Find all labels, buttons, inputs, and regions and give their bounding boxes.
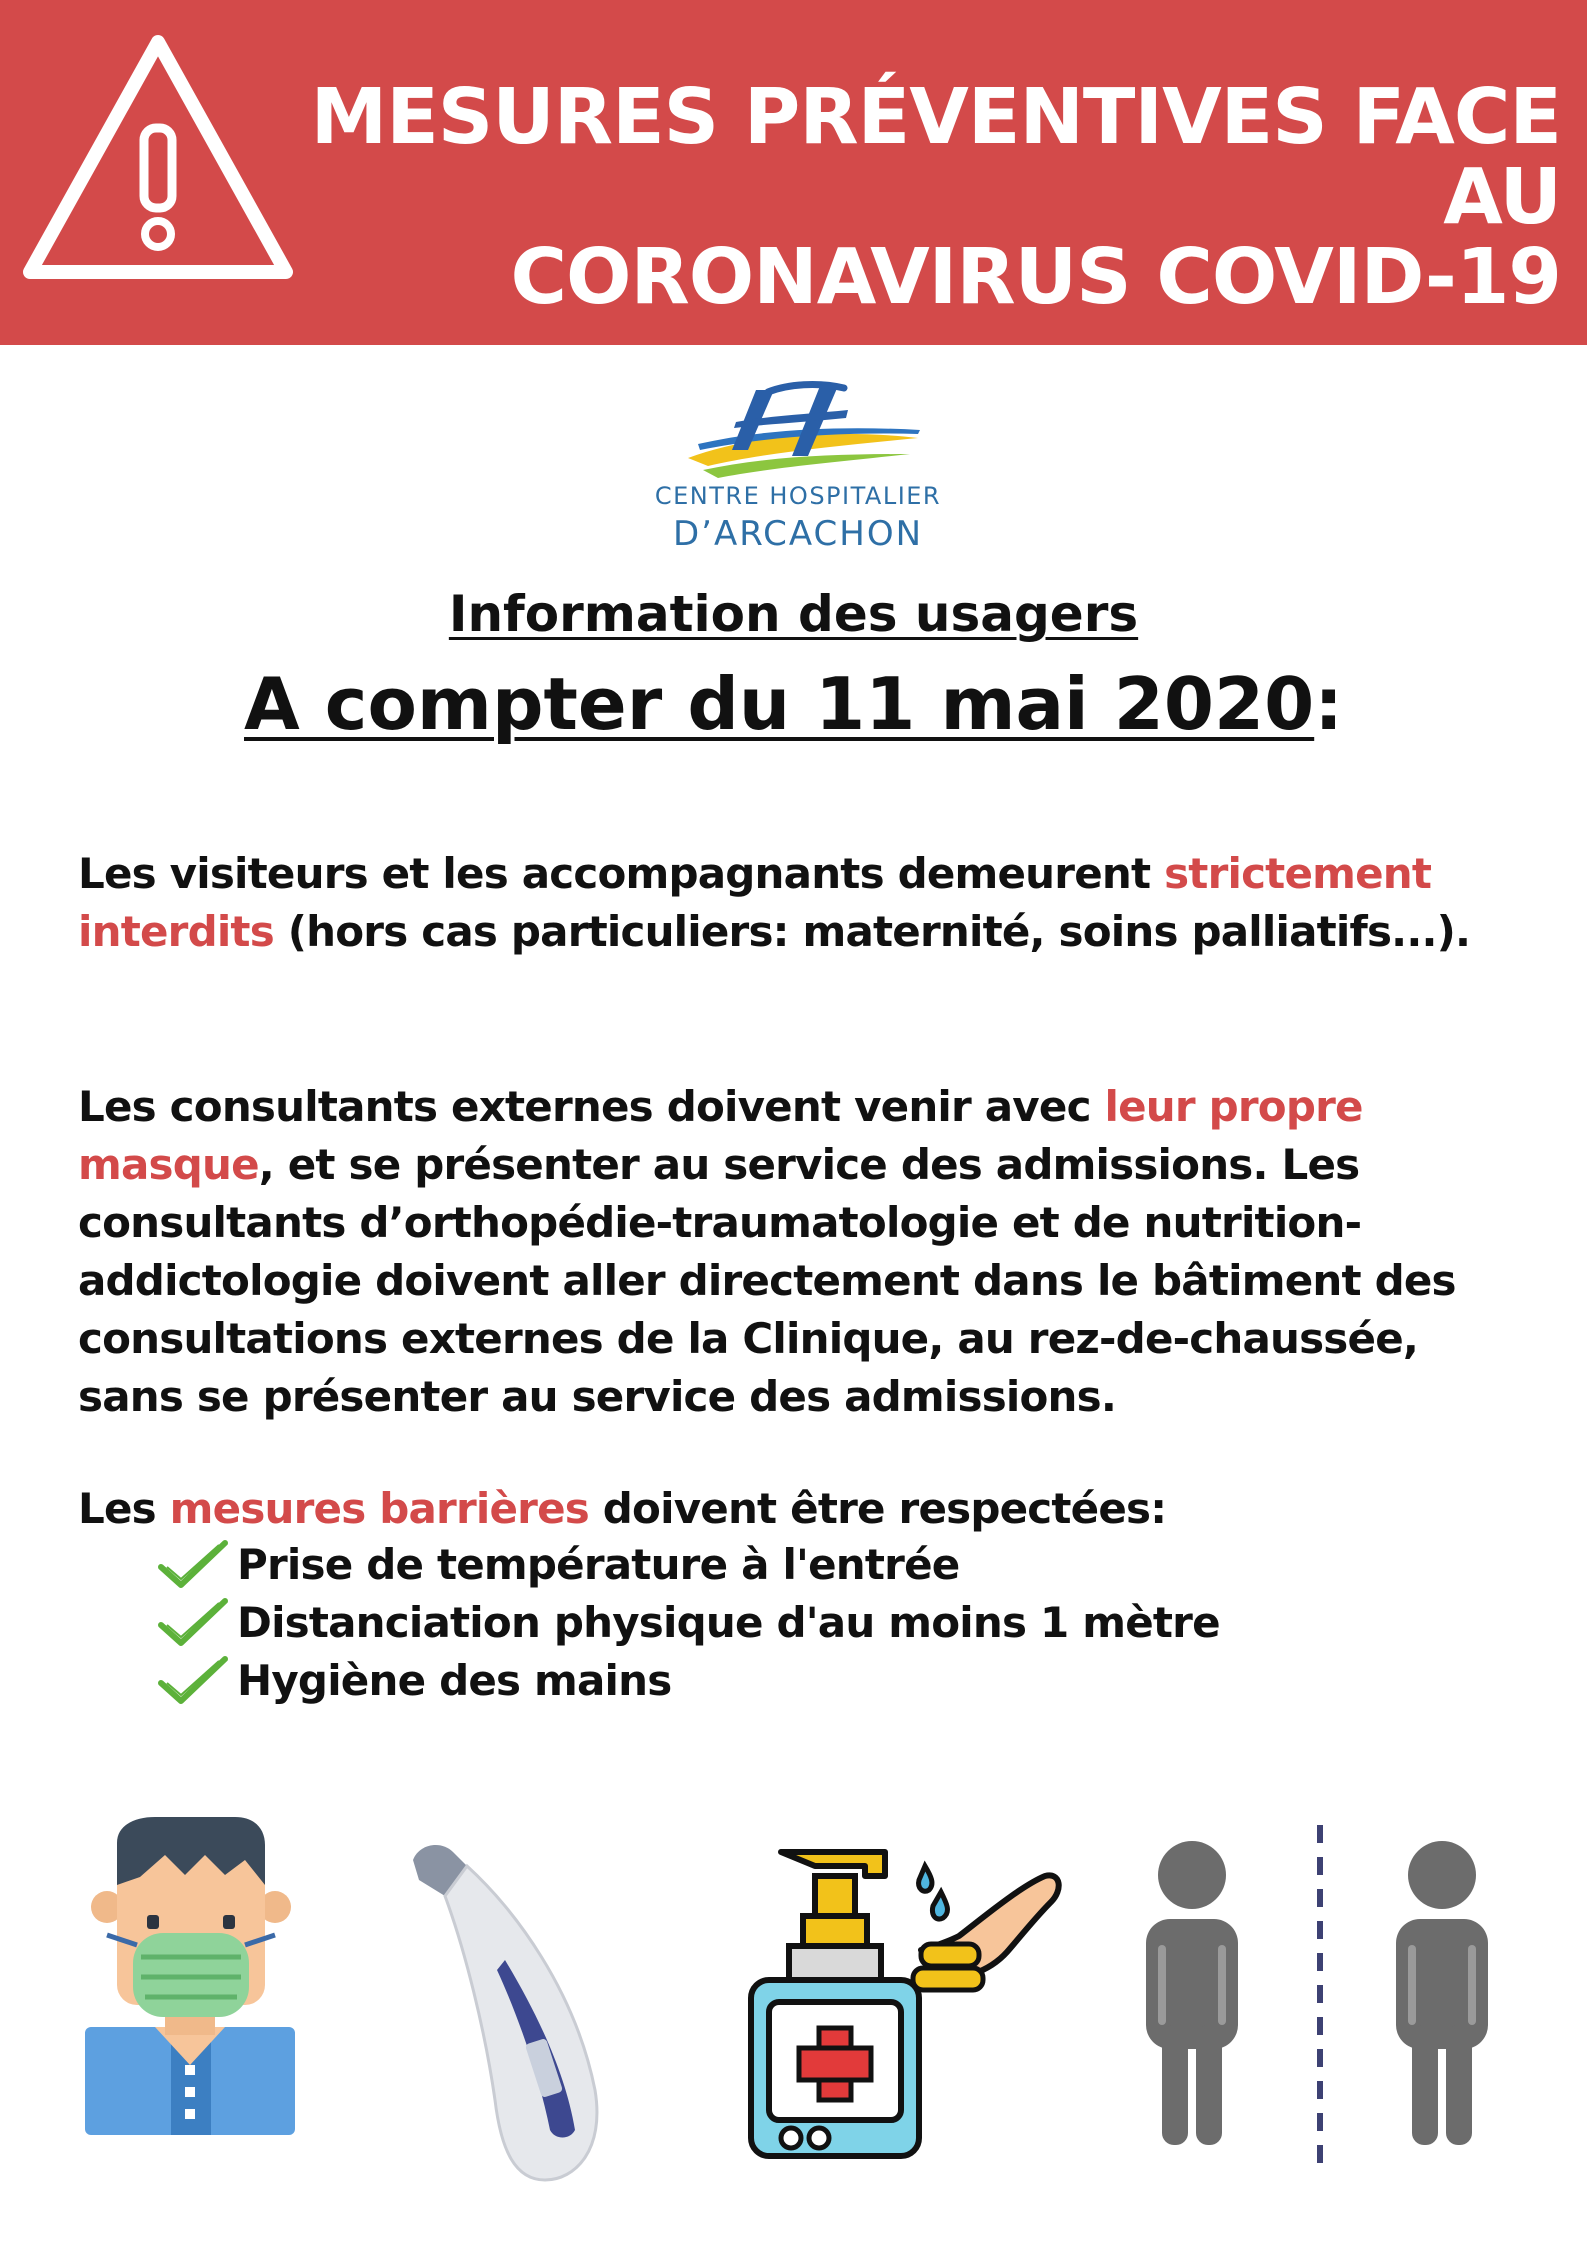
hospital-logo (648, 370, 948, 560)
logo-text-line1: CENTRE HOSPITALIER (654, 482, 942, 510)
checkmark-icon (155, 1653, 231, 1707)
ear-thermometer-icon (405, 1840, 605, 2190)
header-banner (0, 0, 1587, 345)
visitors-paragraph: Les visiteurs et les accompagnants demeurent strictement interdits (hors cas particuliers: maternité, soins palliatifs...). (78, 849, 1471, 956)
warning-triangle-icon (18, 28, 298, 284)
masked-person-icon (85, 1815, 305, 2135)
barrier-measures-list (155, 1535, 1455, 1709)
info-heading: Information des usagers (448, 585, 1139, 643)
page-title: MESURES PRÉVENTIVES FACE AU CORONAVIRUS COVID-19 (310, 73, 1561, 322)
logo-text-line2: D’ARCACHON (672, 514, 924, 554)
list-item: Hygiène des mains (155, 1651, 1455, 1709)
checkmark-icon (155, 1537, 231, 1591)
list-item: Distanciation physique d'au moins 1 mètre (155, 1593, 1455, 1651)
consultants-paragraph: Les consultants externes doivent venir avec leur propre masque, et se présenter au service des admissions. Les consultants d’orthopédie-traumatologie et de nutrition-addictologie doivent aller directement dans le bâtiment des consultations externes de la Clinique, au rez-de-chaussée, sans se présenter au service des admissions. (78, 1082, 1456, 1421)
hand-sanitizer-icon (745, 1832, 1065, 2162)
date-heading: A compter du 11 mai 2020: (244, 662, 1343, 746)
hospital-h-logo-icon (648, 370, 948, 480)
distancing-people-icon (1140, 1825, 1500, 2170)
checkmark-icon (155, 1595, 231, 1649)
barriers-paragraph: Les mesures barrières doivent être respectées: (78, 1484, 1167, 1533)
list-item: Prise de température à l'entrée (155, 1535, 1455, 1593)
